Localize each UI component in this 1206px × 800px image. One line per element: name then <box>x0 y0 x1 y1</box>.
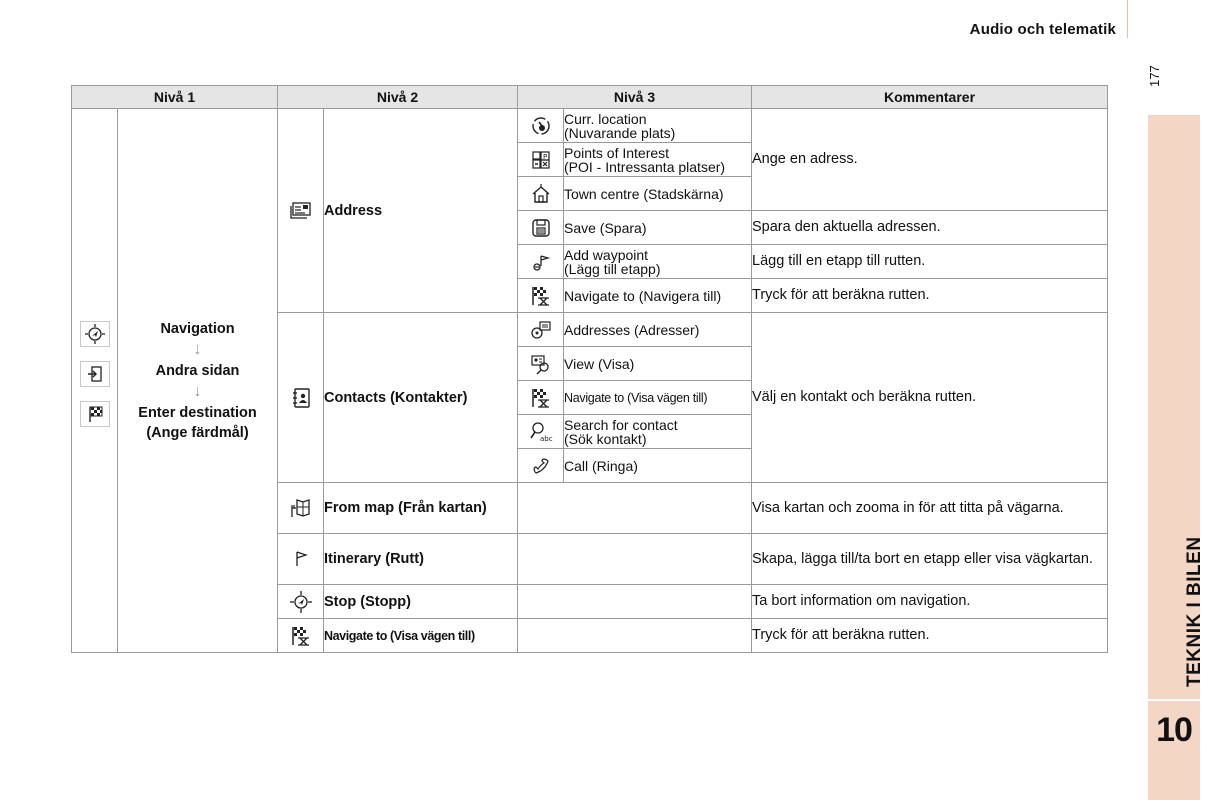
navigate-flag-icon <box>278 619 324 653</box>
level1-step-navigation: Navigation <box>160 320 235 337</box>
header-comments: Kommentarer <box>752 86 1108 109</box>
search-contact-icon <box>518 415 564 449</box>
level2-navigate-label: Navigate to (Visa vägen till) <box>324 619 518 653</box>
level2-contacts-label: Contacts (Kontakter) <box>324 313 518 483</box>
header-divider <box>1127 0 1128 38</box>
comment-from-map: Visa kartan och zooma in för att titta på vägarna. <box>752 483 1108 534</box>
table-header-row <box>72 86 1108 109</box>
level3-empty <box>518 585 752 619</box>
level2-itinerary-label: Itinerary (Rutt) <box>324 534 518 585</box>
page-number: 177 <box>1147 65 1162 87</box>
level3-empty <box>518 483 752 534</box>
comment-waypoint: Lägg till en etapp till rutten. <box>752 245 1108 279</box>
level2-stop-label: Stop (Stopp) <box>324 585 518 619</box>
level3-item-label: Search for contact <box>564 416 678 433</box>
svg-text:abc: abc <box>539 434 553 443</box>
comment-stop: Ta bort information om navigation. <box>752 585 1108 619</box>
comment-navigate-to: Tryck för att beräkna rutten. <box>752 619 1108 653</box>
level3-item-sublabel: (Nuvarande plats) <box>564 124 676 141</box>
table-row <box>72 109 1108 143</box>
checkered-flag-icon <box>80 401 110 427</box>
level1-step-enter-destination: Enter destination <box>138 404 257 421</box>
route-flag-icon <box>278 534 324 585</box>
map-icon <box>278 483 324 534</box>
navigation-menu-table <box>71 85 1108 653</box>
chapter-side-tab <box>1148 115 1205 800</box>
level3-item-label: View (Visa) <box>564 355 635 372</box>
header-level3: Nivå 3 <box>518 86 752 109</box>
level1-path <box>118 109 278 653</box>
chapter-tab-divider <box>1148 699 1200 701</box>
header-level1: Nivå 1 <box>72 86 278 109</box>
level3-item-sublabel: (POI - Intressanta platser) <box>564 158 726 175</box>
current-location-icon <box>518 109 564 143</box>
down-arrow-icon: ↓ <box>193 382 202 400</box>
level3-item <box>564 143 752 177</box>
navigate-flag-icon <box>518 381 564 415</box>
level3-item <box>564 381 752 415</box>
level3-item-label: Town centre (Stadskärna) <box>564 185 724 202</box>
town-centre-icon <box>518 177 564 211</box>
section-title: Audio och telematik <box>969 21 1116 38</box>
chapter-tab-label: TEKNIK I BILEN <box>1184 536 1205 687</box>
level3-item-label: Curr. location <box>564 110 647 127</box>
level3-item-label: Points of Interest <box>564 144 670 161</box>
address-card-icon <box>278 109 324 313</box>
level3-item <box>564 449 752 483</box>
level3-item <box>564 245 752 279</box>
level2-address-label: Address <box>324 109 518 313</box>
view-contact-icon <box>518 347 564 381</box>
svg-text:P: P <box>542 152 547 161</box>
level3-item <box>564 211 752 245</box>
level2-from-map-label: From map (Från kartan) <box>324 483 518 534</box>
navigate-flag-icon <box>518 279 564 313</box>
level3-item-label: Navigate to (Visa vägen till) <box>564 390 708 405</box>
chapter-number: 10 <box>1156 711 1192 749</box>
enter-icon <box>80 361 110 387</box>
level3-item-label: Save (Spara) <box>564 219 647 236</box>
level3-item-label: Add waypoint <box>564 246 649 263</box>
comment-save: Spara den aktuella adressen. <box>752 211 1108 245</box>
level3-item <box>564 279 752 313</box>
level1-step-other-page: Andra sidan <box>155 362 240 379</box>
level3-item <box>564 109 752 143</box>
level3-item <box>564 347 752 381</box>
add-waypoint-icon <box>518 245 564 279</box>
comment-itinerary: Skapa, lägga till/ta bort en etapp eller visa vägkartan. <box>752 534 1108 585</box>
level1-icon-column <box>72 109 118 653</box>
level3-item-label: Addresses (Adresser) <box>564 321 700 338</box>
comment-contacts: Välj en kontakt och beräkna rutten. <box>752 313 1108 483</box>
addresses-icon <box>518 313 564 347</box>
phone-icon <box>518 449 564 483</box>
level3-item <box>564 415 752 449</box>
comment-navigate: Tryck för att beräkna rutten. <box>752 279 1108 313</box>
level3-item-sublabel: (Lägg till etapp) <box>564 260 661 277</box>
level3-item <box>564 177 752 211</box>
level3-item <box>564 313 752 347</box>
save-icon <box>518 211 564 245</box>
level3-item-label: Navigate to (Navigera till) <box>564 287 722 304</box>
poi-icon <box>518 143 564 177</box>
header-level2: Nivå 2 <box>278 86 518 109</box>
level3-item-sublabel: (Sök kontakt) <box>564 430 647 447</box>
level1-step-enter-destination-sv: (Ange färdmål) <box>146 424 249 441</box>
stop-navigation-icon <box>278 585 324 619</box>
level3-empty <box>518 534 752 585</box>
level3-empty <box>518 619 752 653</box>
down-arrow-icon: ↓ <box>193 340 202 358</box>
comment-enter-address: Ange en adress. <box>752 109 1108 211</box>
level3-item-label: Call (Ringa) <box>564 457 638 474</box>
navigation-target-icon <box>80 321 110 347</box>
contacts-book-icon <box>278 313 324 483</box>
